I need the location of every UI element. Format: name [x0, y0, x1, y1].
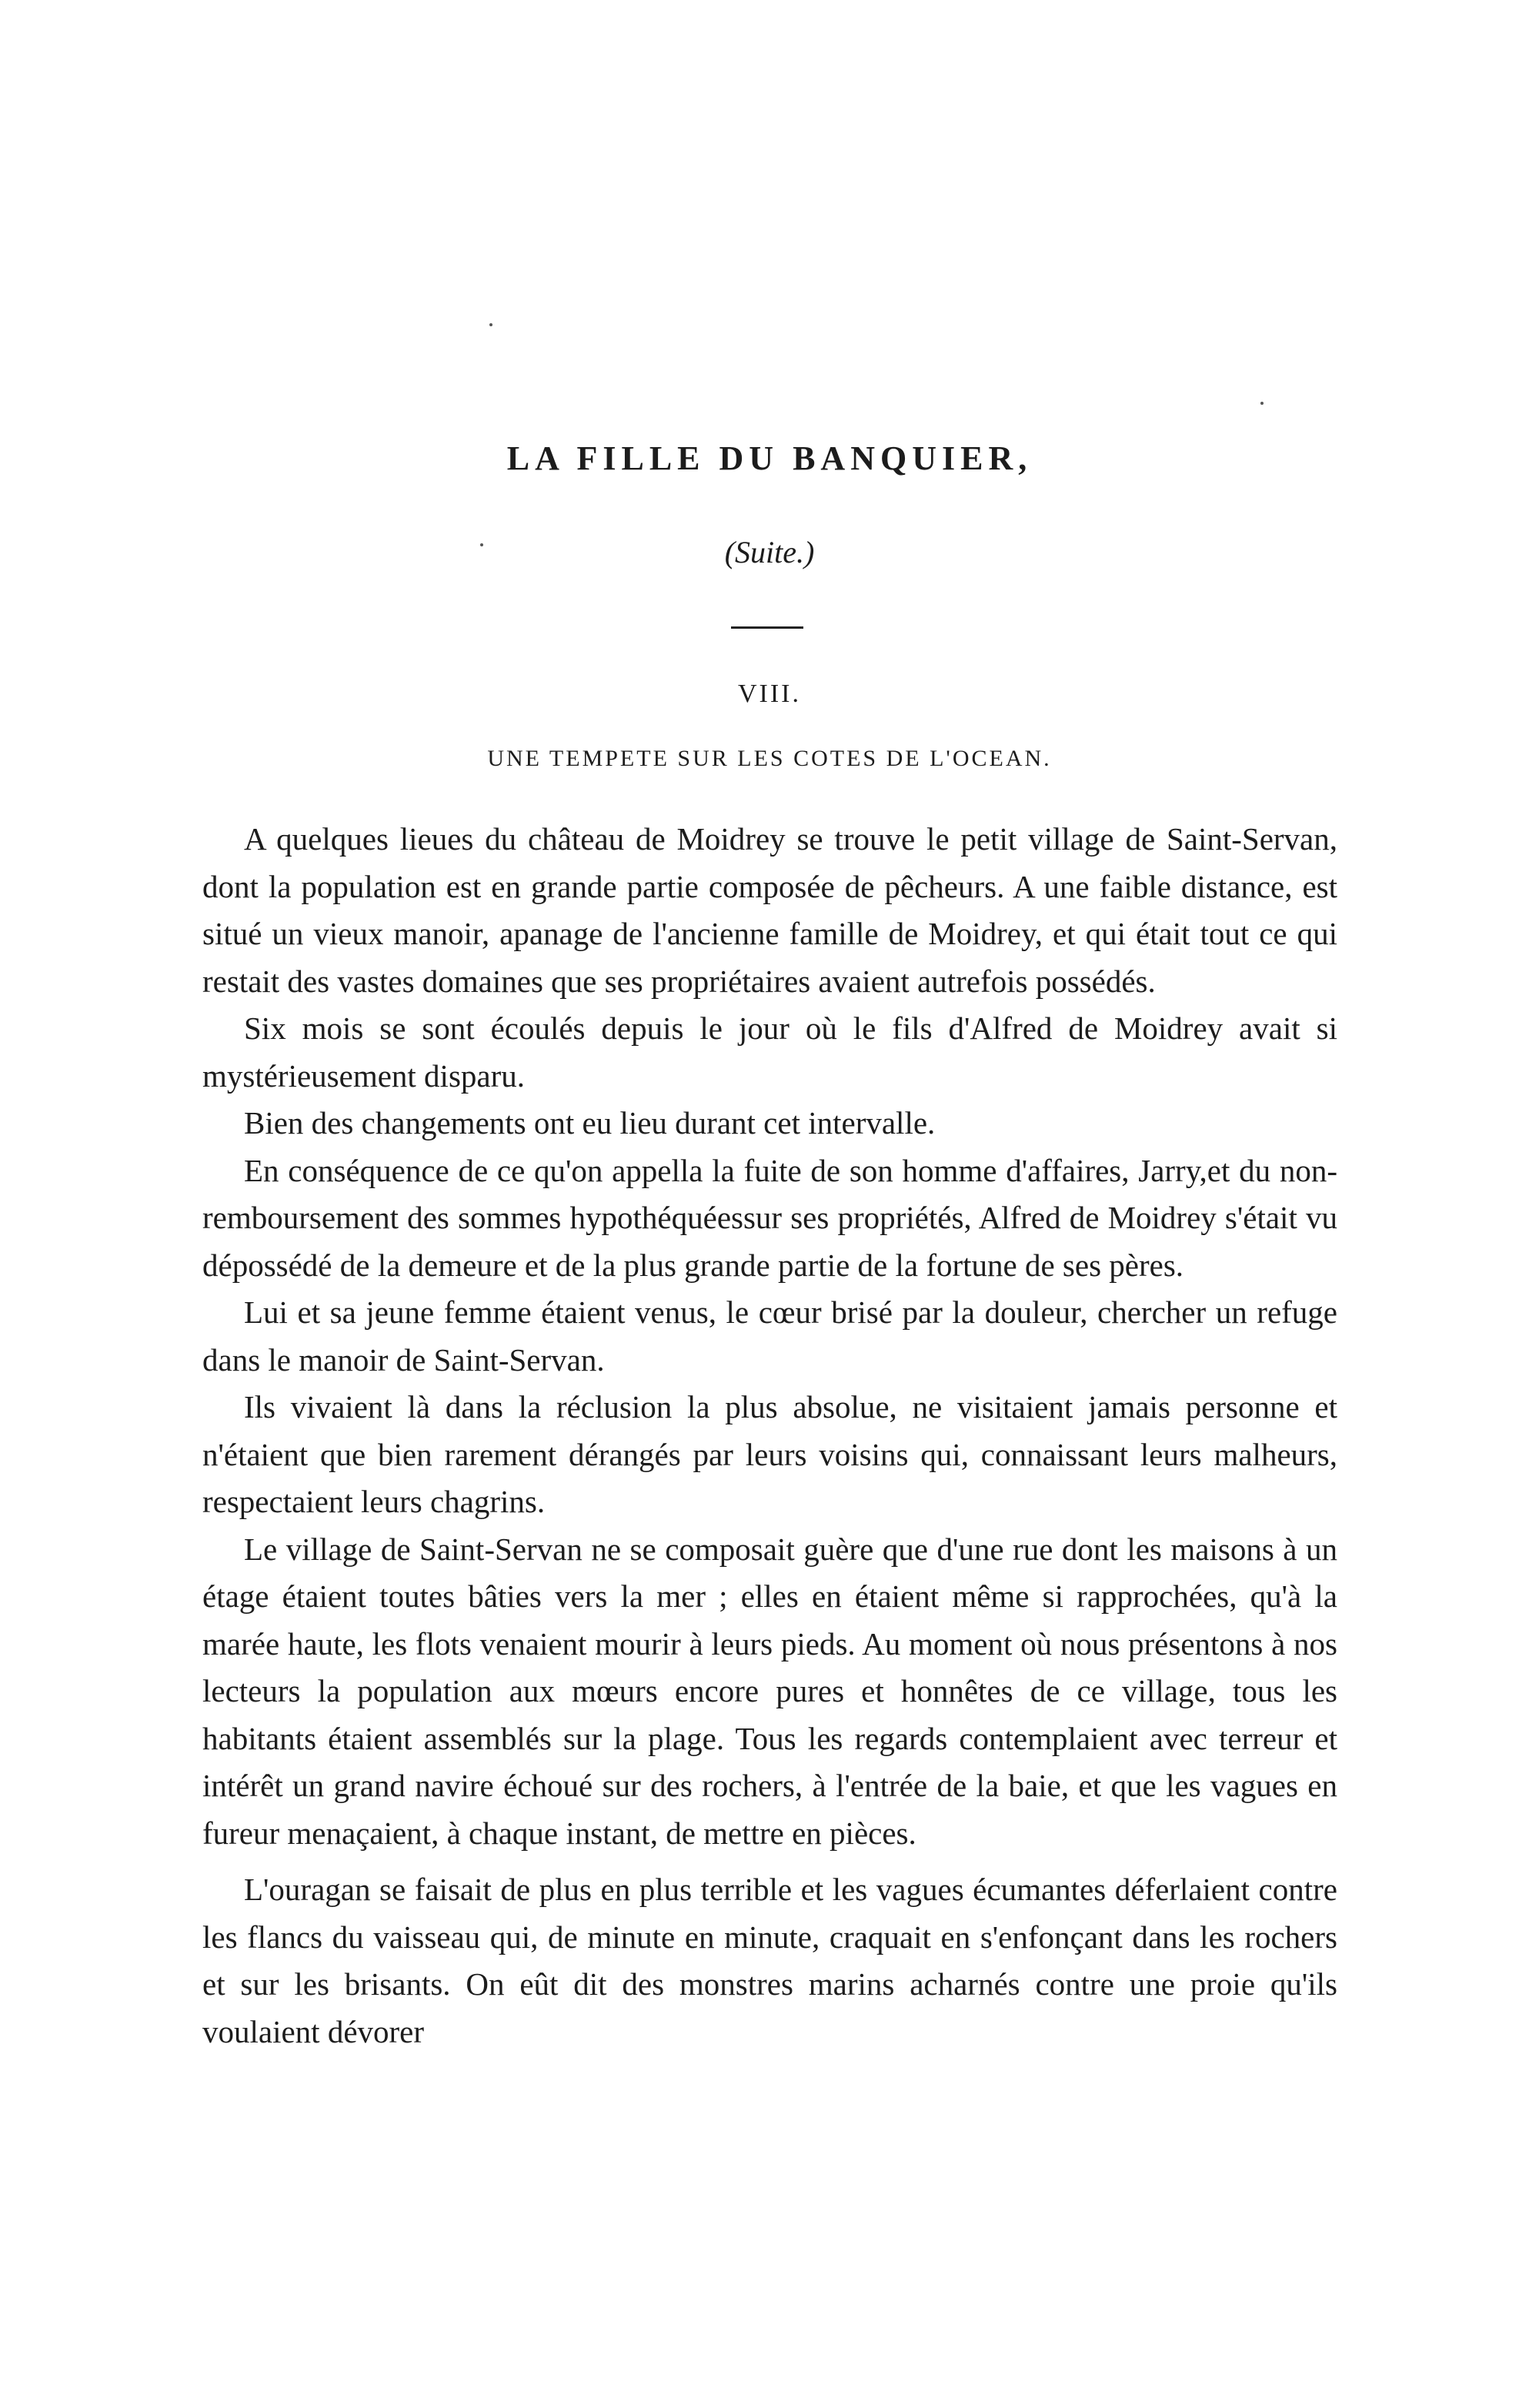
ink-speck	[489, 323, 492, 326]
ink-speck	[1260, 402, 1264, 405]
body-text	[202, 816, 1337, 2056]
separator-rule	[731, 626, 803, 629]
paragraph: A quelques lieues du château de Moidrey se trouve le petit village de Saint-Servan, dont la population est en grande partie composée de pêcheurs. A une faible distance, est situé un vieux manoir, apanage de l'ancienne famille de Moidrey, et qui était tout ce qui restait des vastes domaines que ses propriétaires avaient autrefois possédés.	[202, 821, 1337, 999]
chapter-number: VIII.	[737, 680, 802, 708]
paragraph: Bien des changements ont eu lieu durant cet intervalle.	[244, 1105, 936, 1141]
paragraph: Lui et sa jeune femme étaient venus, le cœur brisé par la douleur, chercher un refuge dans le manoir de Saint-Servan.	[202, 1294, 1337, 1378]
paragraph: Six mois se sont écoulés depuis le jour où le fils d'Alfred de Moidrey avait si mystérieusement disparu.	[202, 1010, 1337, 1094]
story-title: LA FILLE DU BANQUIER,	[506, 439, 1033, 477]
paragraph: En conséquence de ce qu'on appella la fuite de son homme d'affaires, Jarry,et du non-remboursement des sommes hypothéquéessur ses propriétés, Alfred de Moidrey s'était vu dépossédé de la demeure et de la plus grande partie de la fortune de ses pères.	[202, 1152, 1337, 1283]
paragraph: L'ouragan se faisait de plus en plus terrible et les vagues écumantes déferlaient contre les flancs du vaisseau qui, de minute en minute, craquait en s'enfonçant dans les rochers et sur les brisants. On eût dit des monstres marins acharnés contre une proie qu'ils voulaient dévorer	[202, 1872, 1337, 2049]
paragraph: Le village de Saint-Servan ne se composait guère que d'une rue dont les maisons à un étage étaient toutes bâties vers la mer ; elles en étaient même si rapprochées, qu'à la marée haute, les flots venaient mourir à leurs pieds. Au moment où nous présentons à nos lecteurs la population aux mœurs encore pures et honnêtes de ce village, tous les habitants étaient assemblés sur la plage. Tous les regards contemplaient avec terreur et intérêt un grand navire échoué sur des rochers, à l'entrée de la baie, et que les vagues en fureur menaçaient, à chaque instant, de mettre en pièces.	[202, 1531, 1337, 1851]
chapter-title: UNE TEMPETE SUR LES COTES DE L'OCEAN.	[487, 746, 1052, 771]
paragraph: Ils vivaient là dans la réclusion la plus absolue, ne visitaient jamais personne et n'étaient que bien rarement dérangés par leurs voisins qui, connaissant leurs malheurs, respectaient leurs chagrins.	[202, 1389, 1337, 1519]
story-subtitle: (Suite.)	[724, 535, 815, 569]
